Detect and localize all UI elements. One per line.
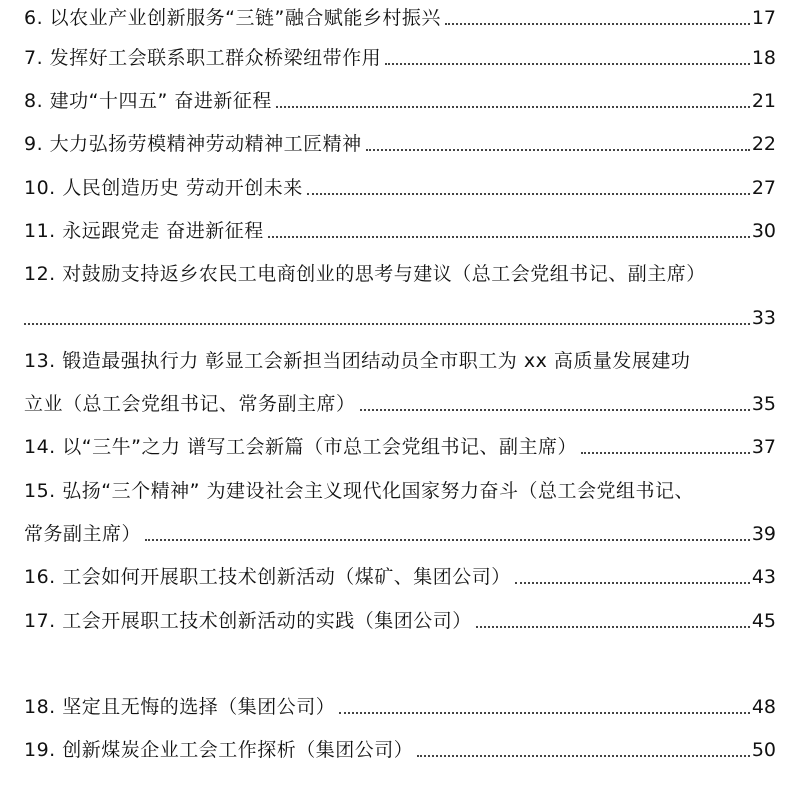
- toc-page-number: 45: [751, 610, 776, 632]
- toc-entry-line-2[interactable]: [24, 510, 776, 546]
- toc-entry[interactable]: [24, 726, 776, 762]
- toc-entry[interactable]: [24, 683, 776, 719]
- toc-entry-line-1[interactable]: [24, 250, 776, 286]
- toc-entry-title: 19. 创新煤炭企业工会工作探析（集团公司）: [24, 739, 414, 761]
- dot-leader: [385, 63, 750, 65]
- dot-leader: [515, 582, 750, 584]
- toc-page-number: 27: [751, 177, 776, 199]
- toc-page-number: 17: [751, 7, 776, 29]
- toc-entry-title: 8. 建功“十四五” 奋进新征程: [24, 90, 272, 112]
- toc-entry[interactable]: [24, 423, 776, 459]
- dot-leader: [24, 323, 750, 325]
- toc-page-number: 50: [751, 739, 776, 761]
- dot-leader: [339, 712, 750, 714]
- toc-entry-line-1[interactable]: [24, 467, 776, 503]
- dot-leader: [366, 149, 750, 151]
- dot-leader: [268, 236, 750, 238]
- dot-leader: [581, 452, 750, 454]
- toc-entry[interactable]: [24, 77, 776, 113]
- dot-leader: [360, 409, 750, 411]
- toc-page-number: 43: [751, 566, 776, 588]
- toc-entry-title: 15. 弘扬“三个精神” 为建设社会主义现代化国家努力奋斗（总工会党组书记、: [24, 480, 694, 502]
- toc-page-number: 30: [751, 220, 776, 242]
- dot-leader: [417, 755, 750, 757]
- toc-entry[interactable]: [24, 0, 776, 30]
- toc-entry-title: 17. 工会开展职工技术创新活动的实践（集团公司）: [24, 610, 472, 632]
- toc-entry-title: 18. 坚定且无悔的选择（集团公司）: [24, 696, 336, 718]
- toc-entry[interactable]: [24, 34, 776, 70]
- toc-entry[interactable]: [24, 207, 776, 243]
- toc-entry[interactable]: [24, 597, 776, 633]
- toc-entry-title: 9. 大力弘扬劳模精神劳动精神工匠精神: [24, 133, 362, 155]
- toc-entry-title: 10. 人民创造历史 劳动开创未来: [24, 177, 303, 199]
- toc-page-number: 39: [751, 523, 776, 545]
- toc-entry-title-cont: 常务副主席）: [24, 523, 142, 545]
- toc-entry-line-1[interactable]: [24, 337, 776, 373]
- toc-page-number: 18: [751, 47, 776, 69]
- dot-leader: [445, 23, 750, 25]
- toc-entry-title: 11. 永远跟党走 奋进新征程: [24, 220, 264, 242]
- dot-leader: [276, 106, 750, 108]
- toc-page-number: 22: [751, 133, 776, 155]
- toc-entry[interactable]: [24, 120, 776, 156]
- toc-entry-title: 7. 发挥好工会联系职工群众桥梁纽带作用: [24, 47, 382, 69]
- toc-entry-title: 6. 以农业产业创新服务“三链”融合赋能乡村振兴: [24, 7, 441, 29]
- toc-page-number: 33: [751, 307, 776, 329]
- toc-page-number: 21: [751, 90, 776, 112]
- toc-entry-title-cont: 立业（总工会党组书记、常务副主席）: [24, 393, 356, 415]
- dot-leader: [476, 626, 750, 628]
- toc-entry[interactable]: [24, 553, 776, 589]
- toc-entry-title: 12. 对鼓励支持返乡农民工电商创业的思考与建议（总工会党组书记、副主席）: [24, 263, 706, 285]
- dot-leader: [145, 539, 750, 541]
- toc-entry-line-2[interactable]: [24, 294, 776, 330]
- dot-leader: [307, 193, 750, 195]
- toc-page-number: 37: [751, 436, 776, 458]
- toc-page-number: 48: [751, 696, 776, 718]
- toc-entry-title: 13. 锻造最强执行力 彰显工会新担当团结动员全市职工为 xx 高质量发展建功: [24, 350, 691, 372]
- toc-entry-title: 16. 工会如何开展职工技术创新活动（煤矿、集团公司）: [24, 566, 511, 588]
- toc-page-number: 35: [751, 393, 776, 415]
- toc-entry-title: 14. 以“三牛”之力 谱写工会新篇（市总工会党组书记、副主席）: [24, 436, 577, 458]
- toc-entry-line-2[interactable]: [24, 380, 776, 416]
- toc-entry[interactable]: [24, 164, 776, 200]
